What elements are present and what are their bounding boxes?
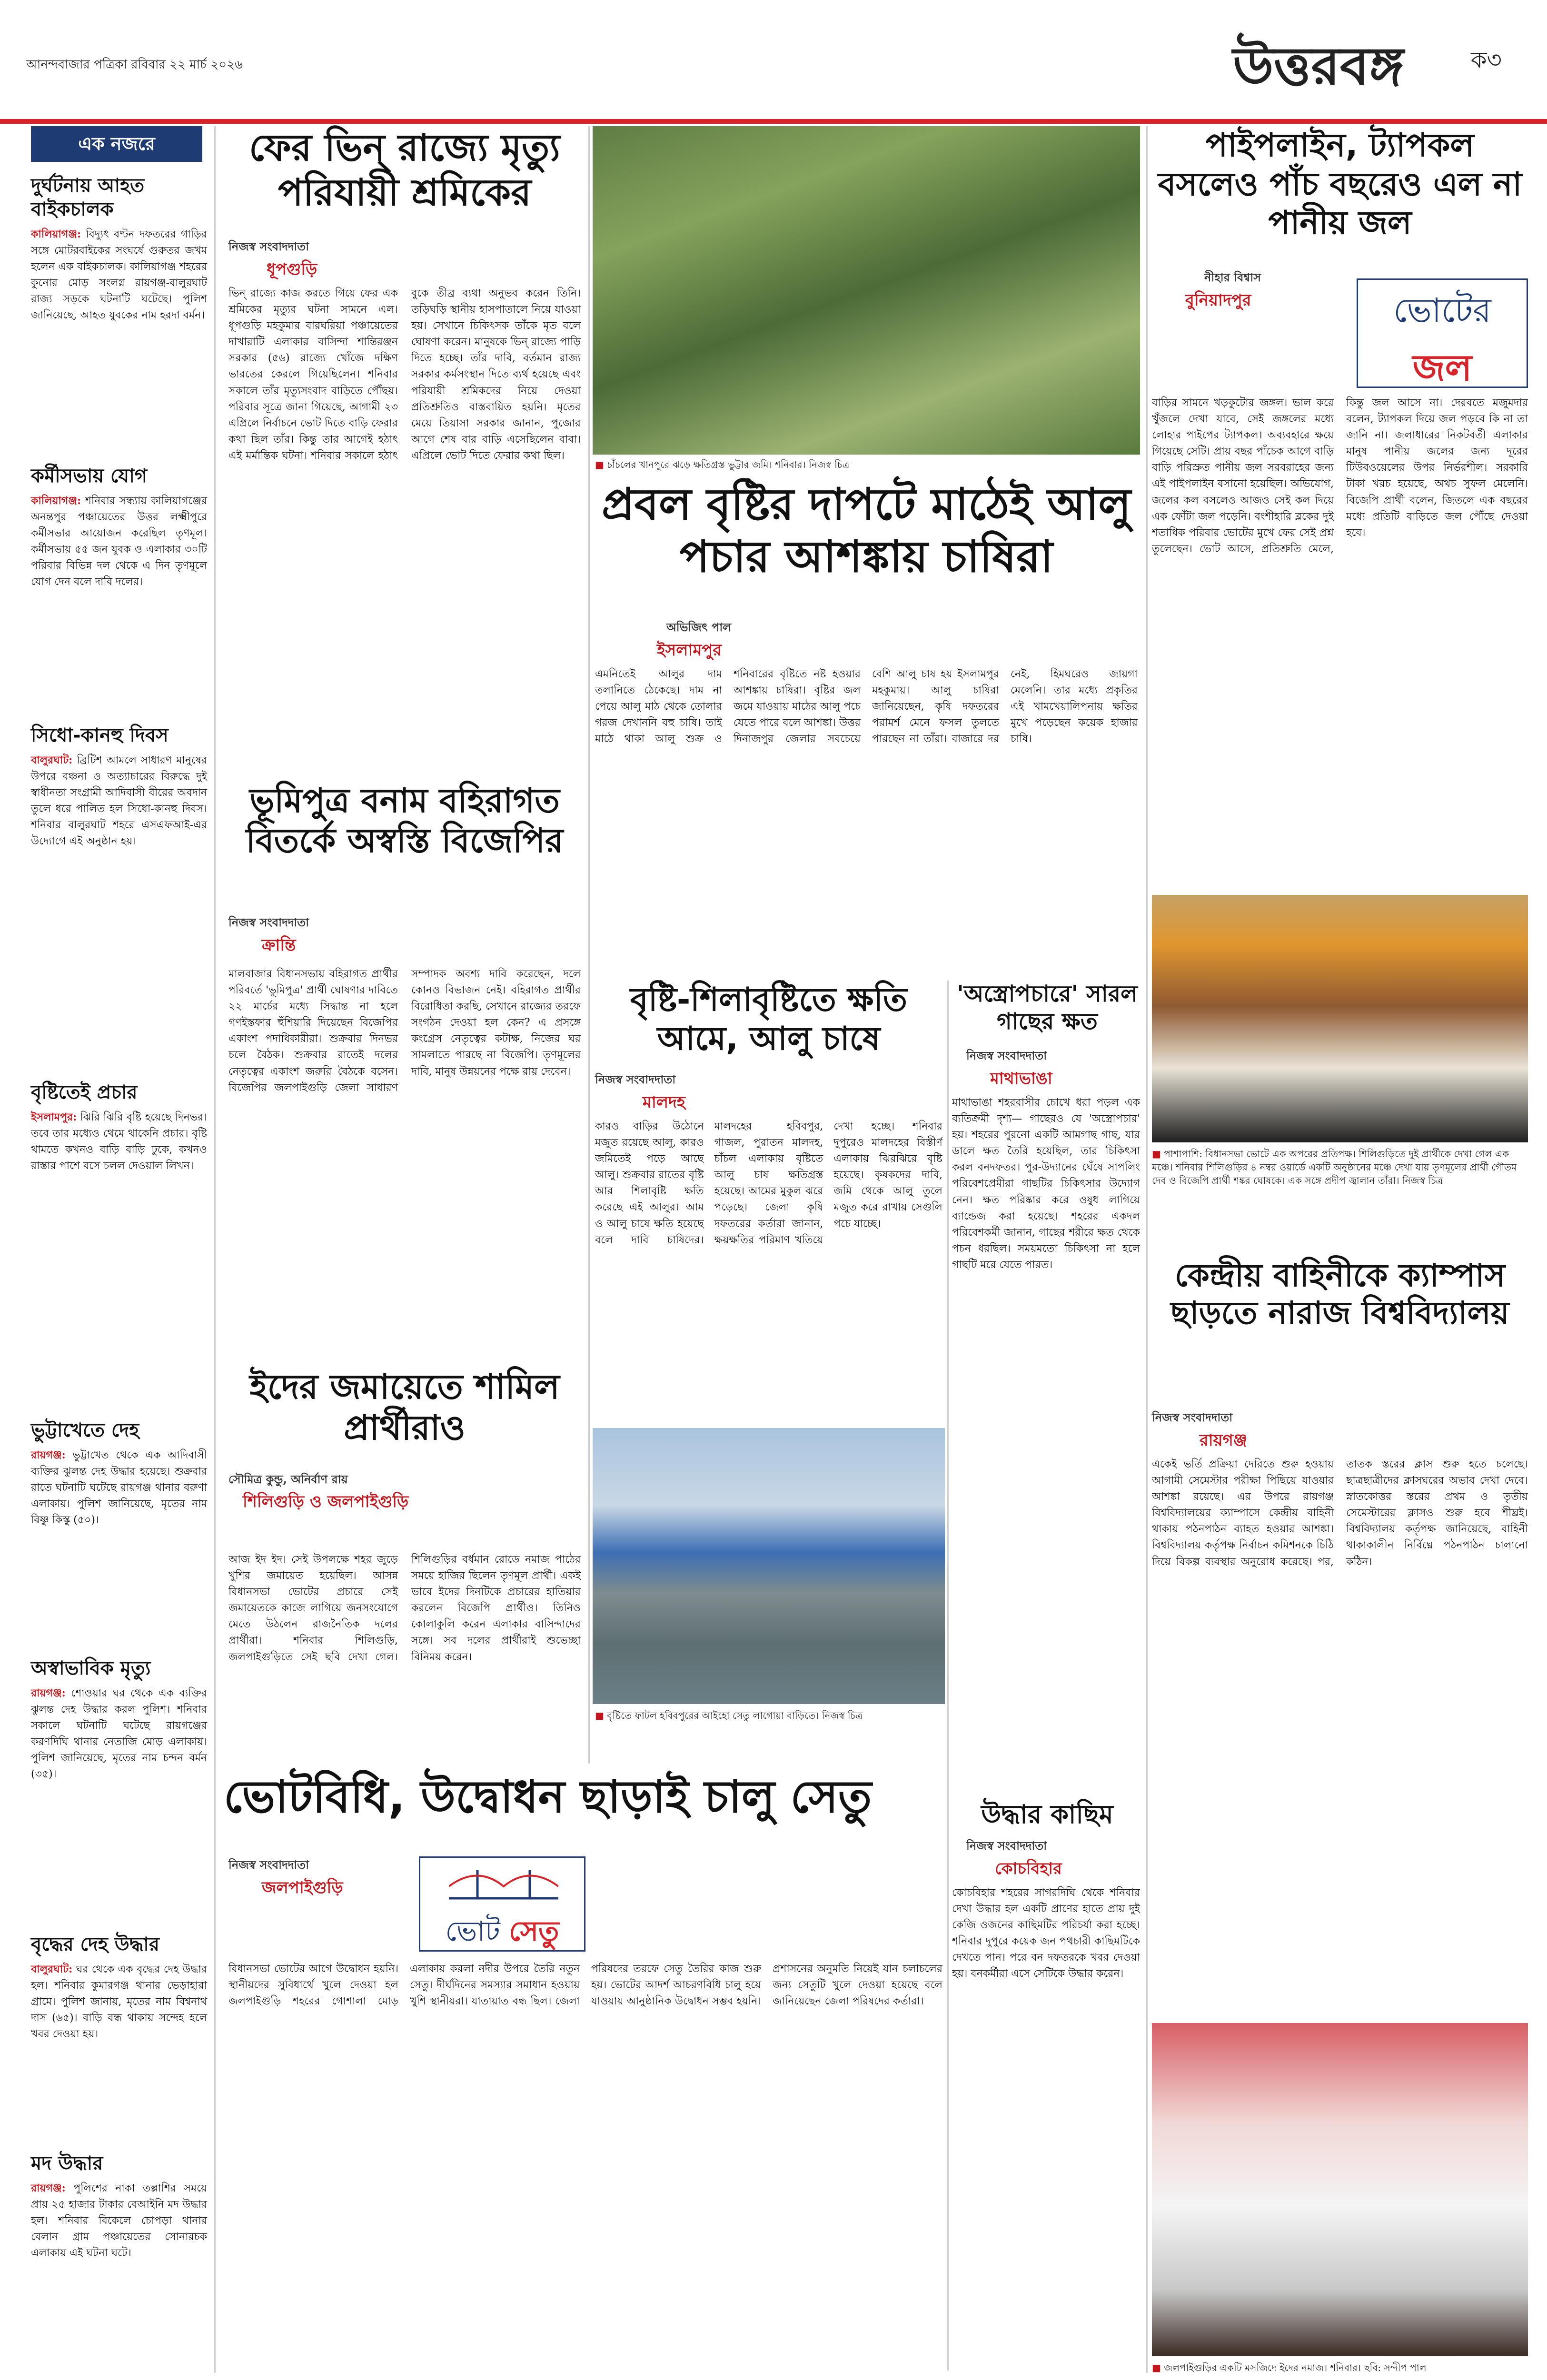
headline-bhumiputra: ভূমিপুত্র বনাম বহিরাগত বিতর্কে অস্বস্তি বিজেপির	[246, 781, 564, 860]
photo-bridge-crack	[593, 1428, 945, 1704]
dateline-pipeline: বুনিয়াদপুর	[1185, 291, 1251, 310]
brief-place: বালুরঘাট:	[31, 754, 73, 766]
brief-text: শনিবার সন্ধ্যায় কালিয়াগঞ্জের অনন্তপুর পঞ্চায়েতের উত্তর লক্ষ্মীপুরে কর্মীসভার আয়োজন করেছিল তৃণমূল। কর্মীসভায় ৫৫ জন যুবক ও এলাকার ৩০টি পরিবার বিভিন্ন দল থেকে এ দিন তৃণমূলে যোগ দেন বলে দাবি দলের।	[31, 495, 207, 588]
brief-heading: মদ উদ্ধার	[31, 2152, 103, 2174]
brief-text: ঘর থেকে এক বৃদ্ধের দেহ উদ্ধার হল। শনিবার কুমারগঞ্জ থানার ভেড়াহারা গ্রামে। পুলিশ জানায়, মৃতের নাম বিশ্বনাথ দাস (৬৫)। বাড়ি বন্ধ থাকায় সন্দেহ হলে খবর দেওয়া হয়।	[31, 1964, 207, 2041]
brief-text: ভুট্টাখেত থেকে এক আদিবাসী ব্যক্তির ঝুলন্ত দেহ উদ্ধার হয়েছে। শুক্রবার রাতে ঘটনাটি ঘটেছে রায়গঞ্জ থানার বরুণা এলাকায়। পুলিশ জানিয়েছে, মৃতের নাম বিষ্ণু কিস্কু (৫০)।	[31, 1449, 208, 1527]
section-title: উত্তরবঙ্গ	[1233, 36, 1404, 97]
page-number: ক৩	[1471, 47, 1502, 73]
dateline-rescue: কোচবিহার	[995, 1859, 1062, 1878]
brief-heading: কর্মীসভায় যোগ	[31, 465, 148, 487]
brief-item	[31, 174, 207, 324]
body-potato: এমনিতেই আলুর দাম তলানিতে ঠেকেছে। দাম না পেয়ে আলু মাঠ থেকে তোলার গরজ দেখাননি বহু চাষি। তাই মাঠে থাকা আলু শুক্র ও শনিবারের বৃষ্টিতে নষ্ট হওয়ার আশঙ্কায় চাষিরা। বৃষ্টির জল জমে যাওয়ায় মাঠের আলু পচে যেতে পারে বলে আশঙ্কা। উত্তর দিনাজপুর জেলার সবচেয়ে বেশি আলু চাষ হয় ইসলামপুর মহকুমায়। আলু চাষিরা জানিয়েছেন, কৃষি দফতরের পরামর্শ মেনে ফসল তুলতে পারছেন না তাঁরা। বাজারে দর নেই, হিমঘরেও জায়গা মেলেনি। তার মধ্যে প্রকৃতির এই খামখেয়ালিপনায় ক্ষতির মুখে পড়েছেন কয়েক হাজার চাষি।	[595, 668, 1138, 745]
brief-text: ঝিরি ঝিরি বৃষ্টি হয়েছে দিনভর। তবে তার মধ্যেও থেমে থাকেনি প্রচার। বৃষ্টি থামতে কখনও বাড়ি বাড়ি ঢুকে, কখনও রাস্তার পাশে বসে চলল দেওয়াল লিখন।	[31, 1111, 207, 1172]
vote-bridge-logo	[419, 1856, 585, 1952]
body-rescue: কোচবিহার শহরের সাগরদিঘি থেকে শনিবার দেখা উদ্ধার হল একটি প্রাণের হাতে প্রায় দুই কেজি ওজনের কাছিমটির পরিচর্যা করা হচ্ছে। শনিবার দুপুরে কয়েক জন পথচারী কাছিমটিকে দেখতে পান। পরে বন দফতরকে খবর দেওয়া হয়। বনকর্মীরা এসে সেটিকে উদ্ধার করেন।	[952, 1887, 1140, 1980]
body-tree: মাথাভাঙা শহরবাসীর চোখে ধরা পড়ল এক ব্যতিক্রমী দৃশ্য— গাছেরও যে 'অস্ত্রোপচার' হয়। শহরের পুরনো একটি আমগাছ গাছ, যার ডালে ক্ষত তৈরি হয়েছিল, তার চিকিৎসা করল বনদফতর। পুর-উদ্যানের ঘেঁষে সাপলিং পরিবেশপ্রেমীরা গাছটির চিকিৎসার উদ্যোগ নেন। ক্ষত পরিষ্কার করে ওষুধ লাগিয়ে ব্যান্ডেজ করা হয়েছে। শহরের একদল পরিবেশকর্মী জানান, গাছের শরীরে ক্ষত থেকে পচন ধরছিল। সময়মতো চিকিৎসা না হলে গাছটি মরে যেতে পারত।	[952, 1097, 1140, 1271]
voter-water-logo	[1357, 278, 1528, 388]
brief-item	[31, 1418, 207, 1528]
headline-migrant: ফের ভিন্ রাজ্যে মৃত্যু পরিযায়ী শ্রমিকের	[249, 127, 560, 214]
brief-item	[31, 1081, 207, 1174]
body-bridge: বিধানসভা ভোটের আগে উদ্বোধন হয়নি। স্থানীয়দের সুবিধার্থে খুলে দেওয়া হল জলপাইগুড়ি শহরের গোশালা মোড় এলাকায় করলা নদীর উপরে তৈরি নতুন সেতু। দীর্ঘদিনের সমস্যার সমাধান হওয়ায় খুশি স্থানীয়রা। যাতায়াত বন্ধ ছিল। জেলা পরিষদের তরফে সেতু তৈরির কাজ শুরু হয়। ভোটের আদর্শ আচরণবিধি চালু হয়ে যাওয়ায় আনুষ্ঠানিক উদ্বোধন সম্ভব হয়নি। প্রশাসনের অনুমতি নিয়েই যান চলাচলের জন্য সেতুটি খুলে দেওয়া হয়েছে বলে জানিয়েছেন জেলা পরিষদের কর্তারা।	[228, 1963, 942, 2008]
headline-hail: বৃষ্টি-শিলাবৃষ্টিতে ক্ষতি আমে, আলু চাষে	[630, 981, 907, 1058]
body-bhumiputra: মালবাজার বিধানসভায় বহিরাগত প্রার্থীর পরিবর্তে 'ভূমিপুত্র' প্রার্থী ঘোষণার দাবিতে ২২ মার্চের মধ্যে সিদ্ধান্ত না হলে গণইস্তফার হুঁশিয়ারি দিয়েছেন বিজেপির একাংশ পদাধিকারীরা। শুক্রবার দিনভর চলে বৈঠক। শুক্রবার রাতেই দলের নেতৃত্বের একাংশ জরুরি বৈঠকে বসেন। বিজেপির জলপাইগুড়ি জেলা সাধারণ সম্পাদক অবশ্য দাবি করেছেন, দলে কোনও বিভাজন নেই। বহিরাগত প্রার্থীর বিরোধিতা করছি, সেখানে রাজ্যের তরফে সংগঠন দেওয়া হল কেন? এ প্রসঙ্গে কংগ্রেস নেতৃত্বের কটাক্ষ, নিজের ঘর সামলাতে পারছে না বিজেপি। তৃণমূলের দাবি, মানুষ উন্নয়নের পক্ষে রায় দেবেন।	[228, 968, 581, 1094]
brief-item	[31, 464, 207, 591]
brief-place: রায়গঞ্জ:	[31, 1449, 66, 1461]
byline-eid: সৌমিত্র কুন্ডু, অনির্বাণ রায়	[228, 1472, 348, 1486]
brief-heading: সিধো-কানহু দিবস	[31, 724, 169, 746]
brief-place: কালিয়াগঞ্জ:	[31, 228, 81, 240]
body-hail: কারও বাড়ির উঠোনে মজুত রয়েছে আলু, কারও জমিতেই পড়ে আছে আলু। শুক্রবার রাতের বৃষ্টি আর শিলাবৃষ্টি ক্ষতি করেছে এই আলুর। আম ও আলু চাষে ক্ষতি হয়েছে বলে দাবি চাষিদের। মালদহের হবিবপুর, গাজল, পুরাতন মালদহ, চাঁচল এলাকায় বৃষ্টিতে আলু চাষ ক্ষতিগ্রস্ত হয়েছে। আমের মুকুল ঝরে পড়েছে। জেলা কৃষি দফতরের কর্তারা জানান, ক্ষয়ক্ষতির পরিমাণ খতিয়ে দেখা হচ্ছে। শনিবার দুপুরেও মালদহের বিস্তীর্ণ এলাকায় ঝিরঝিরে বৃষ্টি হয়েছে। কৃষকদের দাবি, জমি থেকে আলু তুলে মজুত করে রাখায় সেগুলি পচে যাচ্ছে।	[595, 1121, 942, 1246]
caption-bridge-crack: ■ বৃষ্টিতে ফাটল হবিবপুরের আইহো সেতু লাগোয়া বাড়িতে। নিজস্ব চিত্র	[595, 1709, 947, 1725]
brief-item	[31, 724, 207, 850]
logo-word-1: ভোটের	[1393, 291, 1491, 330]
dateline-eid: শিলিগুড়ি ও জলপাইগুড়ি	[243, 1492, 409, 1511]
byline-rescue: নিজস্ব সংবাদদাতা	[966, 1839, 1047, 1853]
caption-maize-field: ■ চাঁচলের খানপুরে ঝড়ে ক্ষতিগ্রস্ত ভুট্টার জমি। শনিবার। নিজস্ব চিত্র	[595, 458, 1138, 474]
body-pipeline: বাড়ির সামনে খড়কুটোর জঙ্গল। ভাল করে খুঁজলে দেখা যাবে, সেই জঙ্গলের মধ্যে লোহার পাইপের ট্যাপকল। অব্যবহারে ক্ষয়ে গিয়েছে সেটি। প্রায় বছর পাঁচেক আগে বাড়ি বাড়ি পরিস্রুত পানীয় জল সরবরাহের জন্য এই পাইপলাইন বসানো হয়েছিল। অভিযোগ, জলের কল বসলেও আজও সেই কল দিয়ে এক ফোঁটা জল পড়েনি। বংশীহারি ব্লকের দুই শতাধিক পরিবার ভোটের মুখে ফের সেই প্রশ্ন তুলেছেন। ভোট আসে, প্রতিশ্রুতি মেলে, কিন্তু জল আসে না। দেরবতে মজুমদার বলেন, ট্যাপকল দিয়ে জল পড়বে কি না তা জানি না। জলাধারের নিকটবর্তী এলাকার মানুষ পানীয় জলের জন্য দূরের টিউবওয়েলের উপর নির্ভরশীল। সরকারি টাকা খরচ হয়েছে, অথচ সুফল মেলেনি। বিজেপি প্রার্থী বলেন, জিতলে এক বছরের মধ্যে প্রতিটি বাড়িতে জল পৌঁছে দেওয়া হবে।	[1152, 397, 1528, 555]
byline-university: নিজস্ব সংবাদদাতা	[1152, 1410, 1233, 1424]
dateline-university: রায়গঞ্জ	[1200, 1431, 1247, 1450]
dateline-hail: মালদহ	[643, 1093, 685, 1112]
paper-dateline: আনন্দবাজার পত্রিকা রবিবার ২২ মার্চ ২০২৬	[26, 58, 243, 72]
byline-bridge: নিজস্ব সংবাদদাতা	[228, 1858, 309, 1872]
body-university: একেই ভর্তি প্রক্রিয়া দেরিতে শুরু হওয়ায় আগামী সেমেস্টার পরীক্ষা পিছিয়ে যাওয়ার আশঙ্কা রয়েছে। এর উপরে রায়গঞ্জ বিশ্ববিদ্যালয়ের ক্যাম্পাসে কেন্দ্রীয় বাহিনী থাকায় পঠনপাঠন ব্যাহত হওয়ার আশঙ্কা। বিশ্ববিদ্যালয় কর্তৃপক্ষ নির্বাচন কমিশনকে চিঠি দিয়ে বিকল্প ব্যবস্থার অনুরোধ করেছে। পর, তাতক স্তরের ক্লাস শুরু হতে চলেছে। ছাত্রছাত্রীদের ক্লাসঘরের অভাব দেখা দেবে। স্নাতকোত্তর স্তরের প্রথম ও তৃতীয় সেমেস্টারের ক্লাসও শুরু হবে শীঘ্রই। বিশ্ববিদ্যালয় কর্তৃপক্ষ জানিয়েছে, বাহিনী থাকাকালীন নির্বিঘ্নে পঠনপাঠন চালানো কঠিন।	[1152, 1458, 1528, 1568]
byline-migrant: নিজস্ব সংবাদদাতা	[228, 239, 309, 253]
column-divider	[1146, 126, 1148, 2373]
byline-bhumiputra: নিজস্ব সংবাদদাতা	[228, 915, 309, 929]
brief-item	[31, 2152, 207, 2261]
headline-tree: 'অস্ত্রোপচারে' সারল গাছের ক্ষত	[957, 981, 1138, 1035]
body-eid: আজ ইদ ইদ। সেই উপলক্ষে শহর জুড়ে খুশির জমায়েত হয়েছিল। আসন্ন বিধানসভা ভোটের প্রচারে সেই জমায়েতকে কাজে লাগিয়ে জনসংযোগে মেতে উঠলেন রাজনৈতিক দলের প্রার্থীরা। শনিবার শিলিগুড়ি, জলপাইগুড়িতে সেই ছবি দেখা গেল। শিলিগুড়ির বর্ধমান রোডে নমাজ পাঠের সময়ে হাজির ছিলেন তৃণমূল প্রার্থী। একই ভাবে ইদের দিনটিকে প্রচারের হাতিয়ার করলেন বিজেপি প্রার্থীও। তিনিও কোলাকুলি করেন এলাকার বাসিন্দাদের সঙ্গে। সব দলের প্রার্থীরাই শুভেচ্ছা বিনিময় করেন।	[228, 1554, 581, 1663]
caption-rally: ■ পাশাপাশি: বিধানসভা ভোটে এক অপরের প্রতিপক্ষ। শিলিগুড়িতে দুই প্রার্থীকে দেখা গেল এক মঞ্চে। শনিবার শিলিগুড়ির ৪ নম্বর ওয়ার্ডে একটি অনুষ্ঠানের মঞ্চে দেখা যায় তৃণমূলের প্রার্থী গৌতম দেব ও বিজেপি প্রার্থী শঙ্কর ঘোষকে। এক সঙ্গে প্রদীপ জ্বালান তাঁরা। নিজস্ব চিত্র	[1152, 1147, 1528, 1187]
photo-maize-field	[593, 126, 1140, 455]
brief-heading: বৃদ্ধের দেহ উদ্ধার	[31, 1934, 159, 1955]
photo-rally	[1152, 895, 1528, 1142]
logo-word-2: সেতু	[509, 1915, 559, 1947]
logo-word-2: জল	[1412, 347, 1472, 389]
brief-place: ইসলামপুর:	[31, 1111, 77, 1123]
headline-eid: ইদের জমায়েতে শামিল প্রার্থীরাও	[249, 1367, 560, 1448]
dateline-bridge: জলপাইগুড়ি	[262, 1878, 343, 1897]
photo-eid-namaz	[1152, 2023, 1528, 2356]
logo-word-1: ভোট	[445, 1915, 500, 1947]
body-migrant: ভিন্ রাজ্যে কাজ করতে গিয়ে ফের এক শ্রমিকের মৃত্যুর ঘটনা সামনে এল। ধূপগুড়ি মহকুমার বারঘরিয়া পঞ্চায়েতের দাখারাটি এলাকার বাসিন্দা শান্তিরঞ্জন সরকার (৫৬) রাজ্যে খোঁজে দক্ষিণ ভারতের কেরলে গিয়েছিলেন। শনিবার সকালে তাঁর মৃত্যুসংবাদ বাড়িতে পৌঁছয়। পরিবার সূত্রে জানা গিয়েছে, আগামী ২৩ এপ্রিলে নির্বাচনে ভোট দিতে বাড়ি ফেরার কথা ছিল তাঁর। কিন্তু তার আগেই হঠাৎ এই মর্মান্তিক ঘটনা। শনিবার সকালে হঠাৎ বুকে তীব্র ব্যথা অনুভব করেন তিনি। তড়িঘড়ি স্থানীয় হাসপাতালে নিয়ে যাওয়া হয়। সেখানে চিকিৎসক তাঁকে মৃত বলে ঘোষণা করেন। মানুষকে ভিন্ রাজ্যে পাড়ি দিতে হচ্ছে। তাঁর দাবি, বর্তমান রাজ্য সরকার কর্মসংস্থান দিতে ব্যর্থ হয়েছে এবং পরিযায়ী শ্রমিকদের নিয়ে দেওয়া প্রতিশ্রুতিও বাস্তবায়িত হয়নি। মৃতের মেয়ে তিয়াসা সরকার জানান, পুজোর আগে শেষ বার বাড়ি এসেছিলেন বাবা। এপ্রিলে ভোট দিতে ফেরার কথা ছিল।	[228, 288, 581, 462]
column-divider	[214, 126, 216, 2373]
briefs-title: এক নজরে	[31, 126, 202, 162]
bridge-icon	[449, 1865, 558, 1908]
byline-potato: অভিজিৎ পাল	[666, 620, 732, 634]
headline-potato: প্রবল বৃষ্টির দাপটে মাঠেই আলু পচার আশঙ্কায় চাষিরা	[601, 479, 1131, 583]
headline-pipeline: পাইপলাইন, ট্যাপকল বসলেও পাঁচ বছরেও এল না পানীয় জল	[1158, 127, 1522, 242]
brief-place: রায়গঞ্জ:	[31, 2182, 66, 2194]
column-divider	[588, 126, 590, 1764]
brief-text: ব্রিটিশ আমলে সাধারণ মানুষের উপরে বঞ্চনা ও অত্যাচারের বিরুদ্ধে দুই স্বাধীনতা সংগ্রামী আদিবাসী বীরের অবদান তুলে ধরে পালিত হল সিধো-কানহু দিবস। শনিবার বালুরঘাট শহরে এসএফআই-এর উদ্যোগে এই অনুষ্ঠান হয়।	[31, 754, 207, 848]
dateline-migrant: ধূপগুড়ি	[267, 260, 317, 279]
brief-item	[31, 1933, 207, 2043]
brief-heading: দুর্ঘটনায় আহত বাইকচালক	[31, 175, 145, 220]
brief-place: কালিয়াগঞ্জ:	[31, 495, 81, 507]
brief-place: রায়গঞ্জ:	[31, 1687, 66, 1699]
brief-text: শোওয়ার ঘর থেকে এক ব্যক্তির ঝুলন্ত দেহ উদ্ধার করল পুলিশ। শনিবার সকালে ঘটনাটি ঘটেছে রায়গঞ্জের করণদিঘি থানার নেতাজি মোড় এলাকায়। পুলিশ জানিয়েছে, মৃতের নাম চন্দন বর্মন (৩৫)।	[31, 1687, 207, 1781]
headline-rescue: উদ্ধার কাছিম	[981, 1799, 1113, 1829]
byline-tree: নিজস্ব সংবাদদাতা	[966, 1049, 1047, 1062]
brief-heading: বৃষ্টিতেই প্রচার	[31, 1081, 138, 1103]
dateline-bhumiputra: ক্রান্তি	[262, 936, 296, 955]
brief-heading: ভুট্টাখেতে দেহ	[31, 1419, 139, 1441]
byline-hail: নিজস্ব সংবাদদাতা	[595, 1072, 676, 1086]
byline-pipeline: নীহার বিশ্বাস	[1204, 270, 1261, 284]
caption-eid-namaz: ■ জলপাইগুড়ির একটি মসজিদে ইদের নমাজ। শনিবার। ছবি: সন্দীপ পাল	[1152, 2361, 1528, 2377]
dateline-tree: মাথাভাঙা	[990, 1069, 1052, 1088]
brief-text: পুলিশের নাকা তল্লাশির সময়ে প্রায় ২৫ হাজার টাকার বেআইনি মদ উদ্ধার হল। শনিবার বিকেলে চোপড়া থানার বেলান গ্রাম পঞ্চায়েতের সোনারচক এলাকায় এই ঘটনা ঘটে।	[31, 2182, 207, 2260]
dateline-potato: ইসলামপুর	[657, 641, 722, 660]
brief-place: বালুরঘাট:	[31, 1963, 73, 1975]
headline-bridge: ভোটবিধি, উদ্বোধন ছাড়াই চালু সেতু	[224, 1771, 872, 1823]
headline-university: কেন্দ্রীয় বাহিনীকে ক্যাম্পাস ছাড়তে নারাজ বিশ্ববিদ্যালয়	[1170, 1257, 1509, 1332]
brief-item	[31, 1656, 207, 1783]
brief-heading: অস্বাভাবিক মৃত্যু	[31, 1657, 151, 1679]
column-divider	[947, 981, 949, 2370]
brief-text: বিদ্যুৎ বণ্টন দফতরের গাড়ির সঙ্গে মোটরবাইকের সংঘর্ষে গুরুতর জখম হলেন এক বাইকচালক। কালিয়াগঞ্জ শহরের কুনোর মোড় সংলগ্ন রায়গঞ্জ-বালুরঘাট রাজ্য সড়কে ঘটনাটি ঘটেছে। পুলিশ জানিয়েছে, আহত যুবকের নাম হরদা বর্মন।	[31, 228, 207, 322]
